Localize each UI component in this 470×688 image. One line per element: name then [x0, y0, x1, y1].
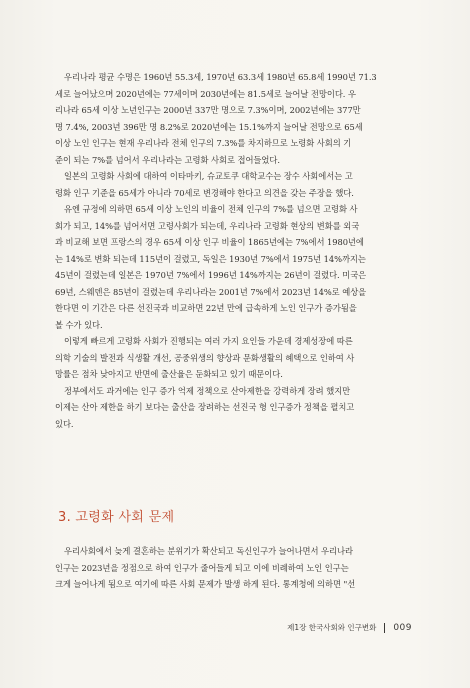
- body-text: [55, 69, 407, 432]
- text-line: 이제는 산아 제한을 하기 보다는 출산을 장려하는 선진국 형 인구증가 정책을 펼치고: [55, 402, 355, 412]
- text-line: 명 7.4%, 2003년 396만 명 8.2%로 2020년에는 15.1%까지 늘어날 전망으로 65세: [55, 121, 363, 132]
- section-body: [55, 543, 407, 593]
- paragraph-social-problems: [55, 543, 407, 593]
- paragraph-causes: [55, 333, 407, 383]
- text-line: 령화 인구 기준을 65세가 아니라 70세로 변경해야 한다고 의견을 갖는 주장을 했다.: [55, 187, 354, 198]
- text-line: 우리나라 평균 수명은 1960년 55.3세, 1970년 63.3세 1980년 65.8세 1990년 71.3: [64, 72, 377, 82]
- text-line: 준이 되는 7%를 넘어서 우리나라는 고령화 사회로 접어들었다.: [55, 154, 280, 165]
- text-line: 볼 수가 있다.: [55, 319, 103, 330]
- section-heading: 3. 고령화 사회 문제: [58, 510, 175, 525]
- paragraph-un-standard: [55, 201, 407, 333]
- page-footer: [287, 622, 412, 633]
- text-line: 이렇게 빠르게 고령화 사회가 진행되는 여러 가지 요인들 가운데 경제성장에 따른: [64, 336, 353, 346]
- chapter-title: 제1장 한국사회와 인구변화: [287, 623, 377, 632]
- text-line: 유엔 규정에 의하면 65세 이상 노인의 비율이 전체 인구의 7%를 넘으면 고령화 사: [64, 204, 358, 214]
- paragraph-life-expectancy: [55, 69, 407, 168]
- text-line: 과 비교해 보면 프랑스의 경우 65세 이상 인구 비율이 1865년에는 7%에서 1980년에: [55, 237, 364, 247]
- text-line: 45년이 걸렸는데 일본은 1970년 7%에서 1996년 14%까지는 26년이 걸렸다. 미국은: [55, 270, 367, 280]
- paragraph-government-policy: [55, 383, 407, 433]
- text-line: 우리사회에서 늦게 결혼하는 분위기가 확산되고 독신인구가 늘어나면서 우리나라: [64, 546, 353, 556]
- text-line: 망률은 점차 낮아지고 반면에 출산율은 둔화되고 있기 때문이다.: [55, 369, 283, 379]
- text-line: 회가 되고, 14%를 넘어서면 고령사회가 되는데, 우리나라 고령화 현상의 변화를 외국: [55, 220, 360, 231]
- page-number: 009: [393, 622, 412, 633]
- text-line: 의학 기술의 발전과 식생활 개선, 공중위생의 향상과 문화생활의 혜택으로 인하여 사: [55, 352, 355, 363]
- text-line: 정부에서도 과거에는 인구 증가 억제 정책으로 산아제한을 강력하게 장려 했지만: [64, 385, 351, 396]
- text-line: 일본의 고령화 사회에 대하여 이타마키, 슈교토쿠 대학교수는 장수 사회에서는 고: [64, 171, 353, 181]
- text-line: 있다.: [55, 418, 74, 429]
- text-line: 이상 노인 인구는 현재 우리나라 전체 인구의 7.3%를 차지하므로 노령화 사회의 기: [55, 138, 352, 148]
- text-line: 리나라 65세 이상 노년인구는 2000년 337만 명으로 7.3%이며, 2002년에는 377만: [55, 105, 361, 115]
- text-line: 69년, 스웨덴은 85년이 걸렸는데 우리나라는 2001년 7%에서 2023년 14%로 예상을: [55, 286, 367, 297]
- text-line: 한다면 이 기간은 다른 선진국과 비교하면 22년 만에 급속하게 노인 인구가 증가됨을: [55, 303, 357, 313]
- text-line: 세로 늘어났으며 2020년에는 77세이며 2030년에는 81.5세로 늘어날 전망이다. 우: [55, 88, 356, 99]
- footer-divider: [384, 623, 385, 633]
- text-line: 크게 늘어나게 됨으로 여기에 따른 사회 문제가 발생 하게 된다. 통계청에 의하면 "선: [55, 579, 356, 589]
- text-line: 는 14%로 변화 되는데 115년이 걸렸고, 독일은 1930년 7%에서 1975년 14%까지는: [55, 253, 366, 264]
- text-line: 인구는 2023년을 정점으로 하여 인구가 줄어들게 되고 이에 비례하여 노인 인구는: [55, 562, 349, 573]
- paragraph-japan: [55, 168, 407, 201]
